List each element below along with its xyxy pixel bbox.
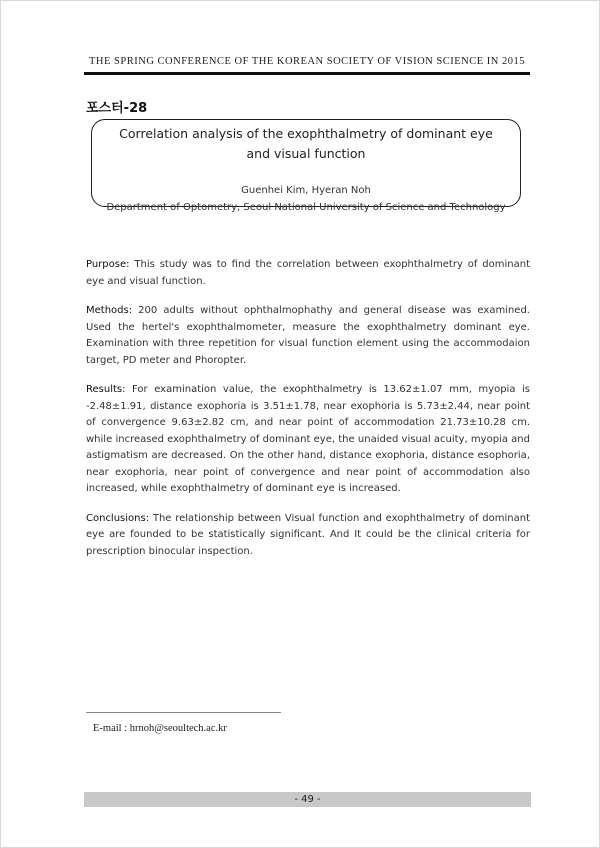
methods-text: 200 adults without ophthalmophathy and general disease was examined. Used the hertel's exophthalmometer, measure the exophthalmetry dominant eye. Examination with three repetition for visual function element using the accommodaion target, PD meter and Phoropter. (86, 305, 530, 366)
page-number-bar (84, 792, 531, 807)
conclusions-label: Conclusions: (86, 512, 150, 524)
results-label: Results: (86, 384, 126, 395)
purpose-label: Purpose: (86, 259, 130, 270)
methods-paragraph (86, 303, 530, 369)
footnote-rule (86, 712, 281, 713)
purpose-text: This study was to find the correlation between exophthalmetry of dominant eye and visual function. (86, 259, 530, 287)
running-head: THE SPRING CONFERENCE OF THE KOREAN SOCIETY OF VISION SCIENCE IN 2015 (89, 56, 525, 67)
results-paragraph (86, 382, 530, 498)
abstract (86, 257, 530, 573)
session-label: 포스터-28 (86, 101, 148, 116)
results-text: For examination value, the exophthalmetry is 13.62±1.07 mm, myopia is -2.48±1.91, distance exophoria is 3.51±1.78, near exophoria is 5.73±2.44, near point of convergence 9.63±2.82 cm, and near point of accommodation 21.73±10.28 cm. while increased exophthalmetry of dominant eye, the unaided visual acuity, myopia and astigmatism are decreased. On the other hand, distance exophoria, distance esophoria, near exophoria, near point of convergence and near point of accommodation also increased, while exophthalmetry of dominant eye is increased. (86, 384, 530, 494)
authors: Guenhei Kim, Hyeran Noh (241, 185, 371, 196)
conclusions-text: The relationship between Visual function and exophthalmetry of dominant eye are founded to be statistically significant. And It could be the clinical criteria for prescription binocular inspection. (86, 512, 530, 557)
paper-title: Correlation analysis of the exophthalmetry of dominant eye and visual function (119, 126, 493, 161)
methods-label: Methods: (86, 305, 133, 316)
footnote-email: E-mail : hrnoh@seoultech.ac.kr (93, 723, 227, 734)
header-rule (84, 72, 530, 75)
title-box (91, 119, 521, 213)
purpose-paragraph (86, 257, 530, 290)
page-number: - 49 - (294, 794, 321, 805)
affiliation: Department of Optometry, Seoul National University of Science and Technology (106, 202, 506, 213)
conclusions-paragraph (86, 511, 530, 561)
